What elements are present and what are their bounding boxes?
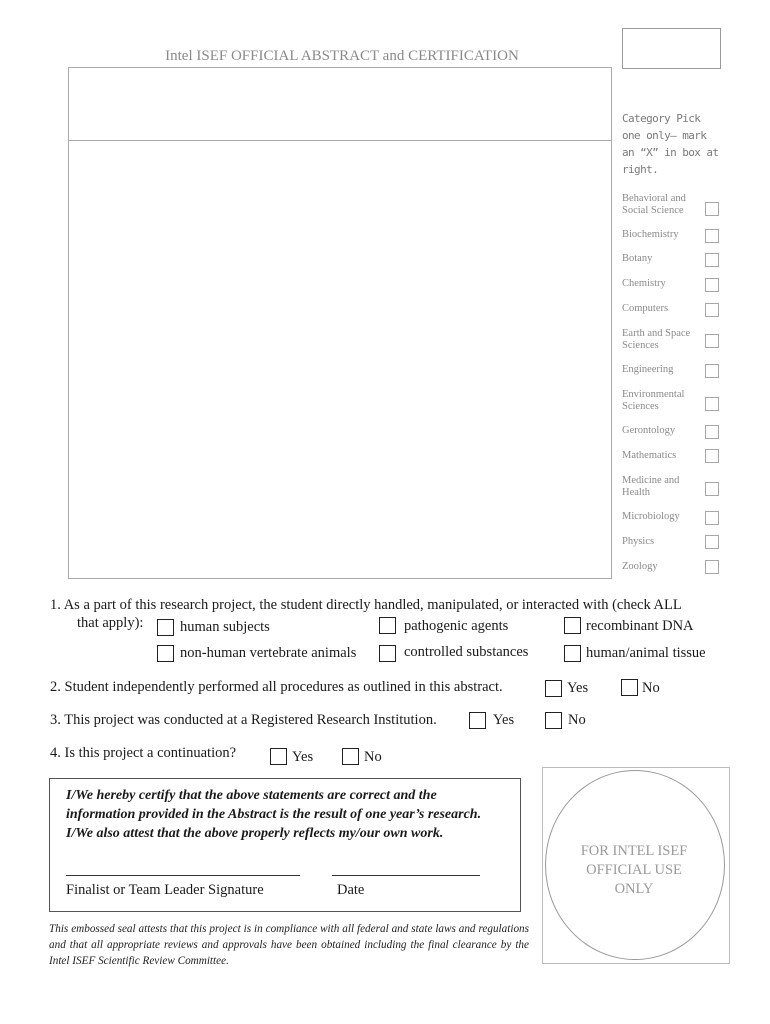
category-label-medicine-health: Medicine and Health	[622, 475, 680, 498]
category-checkbox-botany[interactable]	[705, 253, 719, 267]
q4-no-checkbox[interactable]	[342, 748, 359, 765]
certification-line-2: information provided in the Abstract is the result of one year’s research.	[66, 807, 482, 822]
label-controlled-substances: controlled substances	[404, 644, 529, 660]
q3-no-label: No	[568, 712, 586, 728]
certification-line-1: I/We hereby certify that the above statements are correct and the	[66, 788, 437, 803]
certification-line-3: I/We also attest that the above properly reflects my/our own work.	[66, 826, 444, 841]
category-checkbox-microbiology[interactable]	[705, 511, 719, 525]
q3-no-checkbox[interactable]	[545, 712, 562, 729]
question-4-text: 4. Is this project a continuation?	[50, 745, 237, 761]
category-checkbox-earth-space[interactable]	[705, 334, 719, 348]
category-checkbox-mathematics[interactable]	[705, 449, 719, 463]
checkbox-non-human-vertebrate[interactable]	[157, 645, 174, 662]
seal-footnote: This embossed seal attests that this project is in compliance with all federal and state laws and regulations and that all appropriate reviews and approvals have been obtained including the final clearance by the Intel ISEF Scientific Review Committee.	[49, 923, 529, 967]
checkbox-human-subjects[interactable]	[157, 619, 174, 636]
signature-line[interactable]	[66, 875, 300, 876]
abstract-title-divider	[69, 140, 611, 141]
category-label-earth-space: Earth and Space Sciences	[622, 328, 691, 351]
category-checkbox-computers[interactable]	[705, 303, 719, 317]
category-checkbox-chemistry[interactable]	[705, 278, 719, 292]
checkbox-controlled-substances[interactable]	[379, 645, 396, 662]
date-line[interactable]	[332, 875, 480, 876]
label-non-human-vertebrate: non-human vertebrate animals	[180, 645, 357, 661]
checkbox-human-animal-tissue[interactable]	[564, 645, 581, 662]
form-title: Intel ISEF OFFICIAL ABSTRACT and CERTIFICATION	[165, 48, 519, 64]
category-checkbox-engineering[interactable]	[705, 364, 719, 378]
date-label: Date	[337, 882, 365, 898]
category-checkbox-physics[interactable]	[705, 535, 719, 549]
category-label-physics: Physics	[622, 536, 655, 547]
question-2-text: 2. Student independently performed all procedures as outlined in this abstract.	[50, 679, 503, 695]
label-human-animal-tissue: human/animal tissue	[586, 645, 706, 661]
category-checkbox-behavioral[interactable]	[705, 202, 719, 216]
q4-yes-label: Yes	[292, 749, 314, 765]
category-label-environmental: Environmental Sciences	[622, 389, 685, 412]
q2-yes-label: Yes	[567, 680, 589, 696]
category-label-biochemistry: Biochemistry	[622, 229, 679, 240]
category-label-computers: Computers	[622, 303, 669, 314]
question-1-text: 1. As a part of this research project, the student directly handled, manipulated, or interacted with (check ALL	[50, 597, 682, 613]
category-label-behavioral: Behavioral and Social Science	[622, 193, 686, 216]
category-checkbox-medicine-health[interactable]	[705, 482, 719, 496]
checkbox-pathogenic-agents[interactable]	[379, 617, 396, 634]
q4-no-label: No	[364, 749, 382, 765]
category-label-engineering: Engineering	[622, 364, 674, 375]
category-instructions: Category Pick one only— mark an “X” in box at right.	[622, 112, 719, 176]
q4-yes-checkbox[interactable]	[270, 748, 287, 765]
category-checkbox-gerontology[interactable]	[705, 425, 719, 439]
q2-no-checkbox[interactable]	[621, 679, 638, 696]
checkbox-recombinant-dna[interactable]	[564, 617, 581, 634]
label-human-subjects: human subjects	[180, 619, 270, 635]
q2-yes-checkbox[interactable]	[545, 680, 562, 697]
category-checkbox-biochemistry[interactable]	[705, 229, 719, 243]
abstract-box[interactable]	[68, 67, 612, 579]
category-label-mathematics: Mathematics	[622, 450, 677, 461]
certification-statement	[66, 786, 526, 843]
official-use-line-2: OFFICIAL USE	[586, 862, 682, 878]
category-label-chemistry: Chemistry	[622, 278, 666, 289]
official-use-line-3: ONLY	[614, 881, 654, 897]
label-pathogenic-agents: pathogenic agents	[404, 618, 509, 634]
project-id-box[interactable]	[622, 28, 721, 69]
category-checkbox-zoology[interactable]	[705, 560, 719, 574]
category-checkbox-environmental[interactable]	[705, 397, 719, 411]
question-1-text-cont: that apply):	[77, 615, 144, 631]
category-label-zoology: Zoology	[622, 561, 658, 572]
category-label-microbiology: Microbiology	[622, 511, 680, 522]
q3-yes-label: Yes	[493, 712, 515, 728]
official-use-text	[545, 842, 723, 899]
signature-label: Finalist or Team Leader Signature	[66, 882, 264, 898]
label-recombinant-dna: recombinant DNA	[586, 618, 694, 634]
official-use-line-1: FOR INTEL ISEF	[580, 843, 688, 859]
question-3-text: 3. This project was conducted at a Registered Research Institution.	[50, 712, 437, 728]
q3-yes-checkbox[interactable]	[469, 712, 486, 729]
category-label-botany: Botany	[622, 253, 653, 264]
q2-no-label: No	[642, 680, 660, 696]
category-label-gerontology: Gerontology	[622, 425, 676, 436]
